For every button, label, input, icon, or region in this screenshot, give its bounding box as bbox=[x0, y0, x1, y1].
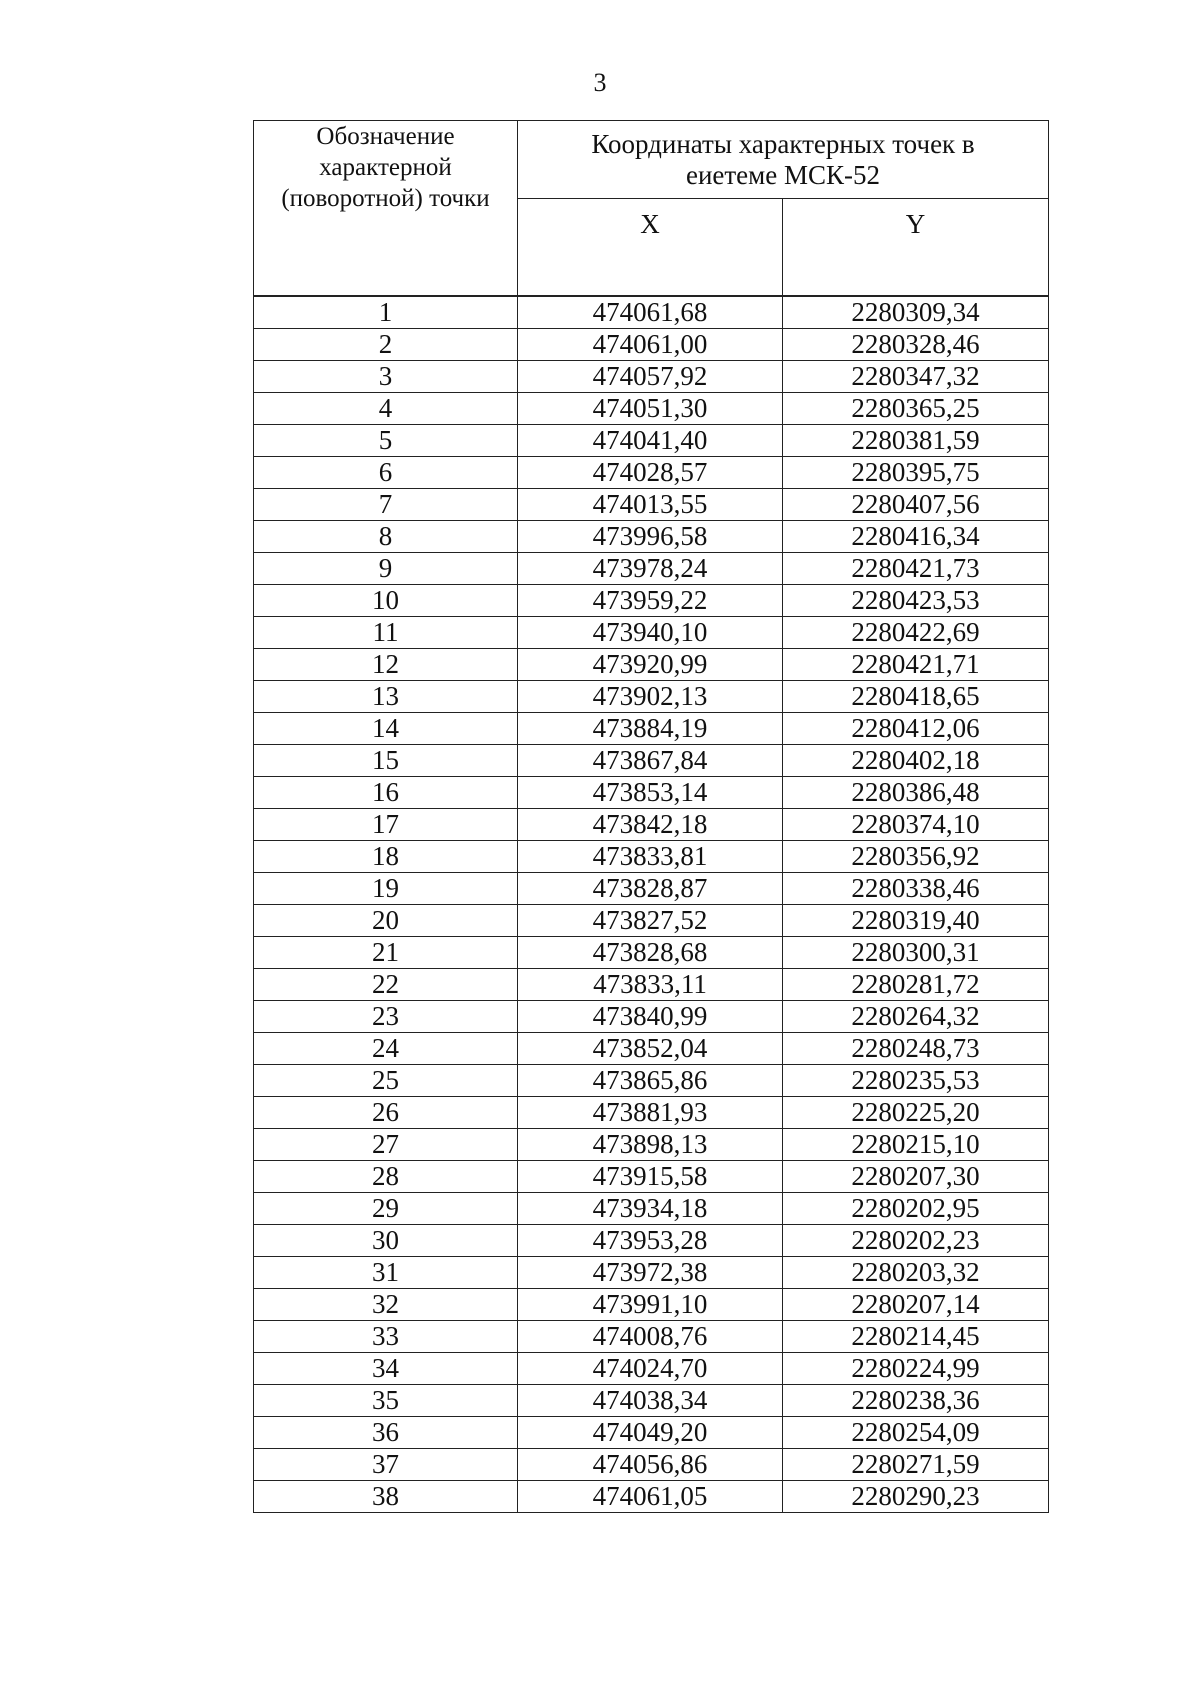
point-column-header bbox=[254, 121, 518, 297]
table-row bbox=[254, 1001, 1049, 1033]
point-number-cell: 27 bbox=[254, 1129, 518, 1161]
x-coordinate-cell: 474038,34 bbox=[518, 1385, 783, 1417]
page-number: 3 bbox=[593, 68, 607, 97]
table-row bbox=[254, 1481, 1049, 1513]
x-coordinate-cell: 474013,55 bbox=[518, 489, 783, 521]
point-number-cell: 32 bbox=[254, 1289, 518, 1321]
point-number-cell: 14 bbox=[254, 713, 518, 745]
y-coordinate-cell: 2280235,53 bbox=[783, 1065, 1049, 1097]
y-coordinate-cell: 2280416,34 bbox=[783, 521, 1049, 553]
point-number-cell: 18 bbox=[254, 841, 518, 873]
table-row bbox=[254, 1193, 1049, 1225]
point-number-cell: 6 bbox=[254, 457, 518, 489]
table-row bbox=[254, 1385, 1049, 1417]
point-number-cell: 9 bbox=[254, 553, 518, 585]
table-row bbox=[254, 329, 1049, 361]
x-coordinate-cell: 473867,84 bbox=[518, 745, 783, 777]
y-coordinate-cell: 2280319,40 bbox=[783, 905, 1049, 937]
x-coordinate-cell: 474008,76 bbox=[518, 1321, 783, 1353]
y-coordinate-cell: 2280421,71 bbox=[783, 649, 1049, 681]
point-number-cell: 30 bbox=[254, 1225, 518, 1257]
y-coordinate-cell: 2280215,10 bbox=[783, 1129, 1049, 1161]
y-column-header: Y bbox=[783, 199, 1049, 297]
x-coordinate-cell: 473852,04 bbox=[518, 1033, 783, 1065]
point-number-cell: 31 bbox=[254, 1257, 518, 1289]
point-number-cell: 12 bbox=[254, 649, 518, 681]
table-row bbox=[254, 1321, 1049, 1353]
x-coordinate-cell: 474056,86 bbox=[518, 1449, 783, 1481]
point-number-cell: 21 bbox=[254, 937, 518, 969]
table-row bbox=[254, 873, 1049, 905]
y-coordinate-cell: 2280202,95 bbox=[783, 1193, 1049, 1225]
table-row bbox=[254, 649, 1049, 681]
y-coordinate-cell: 2280374,10 bbox=[783, 809, 1049, 841]
x-coordinate-cell: 473940,10 bbox=[518, 617, 783, 649]
x-coordinate-cell: 473840,99 bbox=[518, 1001, 783, 1033]
x-coordinate-cell: 473915,58 bbox=[518, 1161, 783, 1193]
y-coordinate-cell: 2280214,45 bbox=[783, 1321, 1049, 1353]
table-row bbox=[254, 1353, 1049, 1385]
x-coordinate-cell: 473833,11 bbox=[518, 969, 783, 1001]
coords-header-line: еиетеме МСК-52 bbox=[685, 159, 881, 190]
y-coordinate-cell: 2280386,48 bbox=[783, 777, 1049, 809]
y-coordinate-cell: 2280356,92 bbox=[783, 841, 1049, 873]
x-coordinate-cell: 474061,68 bbox=[518, 296, 783, 329]
table-row bbox=[254, 745, 1049, 777]
point-number-cell: 5 bbox=[254, 425, 518, 457]
point-number-cell: 10 bbox=[254, 585, 518, 617]
x-coordinate-cell: 473978,24 bbox=[518, 553, 783, 585]
table-row bbox=[254, 905, 1049, 937]
point-number-cell: 36 bbox=[254, 1417, 518, 1449]
y-coordinate-cell: 2280300,31 bbox=[783, 937, 1049, 969]
x-coordinate-cell: 473827,52 bbox=[518, 905, 783, 937]
y-coordinate-cell: 2280328,46 bbox=[783, 329, 1049, 361]
point-number-cell: 15 bbox=[254, 745, 518, 777]
table-row bbox=[254, 617, 1049, 649]
x-coordinate-cell: 474049,20 bbox=[518, 1417, 783, 1449]
table-row bbox=[254, 1257, 1049, 1289]
table-body bbox=[254, 296, 1049, 1513]
coords-header-line: Координаты характерных точек в bbox=[591, 128, 975, 159]
point-number-cell: 1 bbox=[254, 296, 518, 329]
point-header-line: (поворотной) точки bbox=[281, 185, 490, 212]
y-coordinate-cell: 2280202,23 bbox=[783, 1225, 1049, 1257]
x-coordinate-cell: 474057,92 bbox=[518, 361, 783, 393]
table-row bbox=[254, 489, 1049, 521]
x-column-header: X bbox=[518, 199, 783, 297]
point-number-cell: 29 bbox=[254, 1193, 518, 1225]
table-row bbox=[254, 457, 1049, 489]
table-row bbox=[254, 361, 1049, 393]
y-coordinate-cell: 2280422,69 bbox=[783, 617, 1049, 649]
y-coordinate-cell: 2280381,59 bbox=[783, 425, 1049, 457]
table-row bbox=[254, 425, 1049, 457]
x-coordinate-cell: 473972,38 bbox=[518, 1257, 783, 1289]
x-coordinate-cell: 474061,05 bbox=[518, 1481, 783, 1513]
table-row bbox=[254, 1033, 1049, 1065]
y-coordinate-cell: 2280207,14 bbox=[783, 1289, 1049, 1321]
x-coordinate-cell: 473881,93 bbox=[518, 1097, 783, 1129]
table-row bbox=[254, 969, 1049, 1001]
point-number-cell: 8 bbox=[254, 521, 518, 553]
point-number-cell: 16 bbox=[254, 777, 518, 809]
x-coordinate-cell: 473996,58 bbox=[518, 521, 783, 553]
table-row bbox=[254, 1065, 1049, 1097]
point-number-cell: 11 bbox=[254, 617, 518, 649]
table-row bbox=[254, 681, 1049, 713]
table-row bbox=[254, 585, 1049, 617]
point-number-cell: 26 bbox=[254, 1097, 518, 1129]
x-coordinate-cell: 474061,00 bbox=[518, 329, 783, 361]
x-coordinate-cell: 474051,30 bbox=[518, 393, 783, 425]
point-number-cell: 2 bbox=[254, 329, 518, 361]
table-row bbox=[254, 841, 1049, 873]
table-row bbox=[254, 777, 1049, 809]
x-coordinate-cell: 474028,57 bbox=[518, 457, 783, 489]
point-number-cell: 3 bbox=[254, 361, 518, 393]
table-row bbox=[254, 1449, 1049, 1481]
table-row bbox=[254, 1097, 1049, 1129]
x-coordinate-cell: 473934,18 bbox=[518, 1193, 783, 1225]
table-row bbox=[254, 809, 1049, 841]
table-row bbox=[254, 937, 1049, 969]
table-row bbox=[254, 1129, 1049, 1161]
y-coordinate-cell: 2280281,72 bbox=[783, 969, 1049, 1001]
table-row bbox=[254, 1161, 1049, 1193]
x-coordinate-cell: 473959,22 bbox=[518, 585, 783, 617]
point-number-cell: 23 bbox=[254, 1001, 518, 1033]
y-coordinate-cell: 2280207,30 bbox=[783, 1161, 1049, 1193]
table-row bbox=[254, 393, 1049, 425]
point-number-cell: 19 bbox=[254, 873, 518, 905]
point-header-line: Обозначение bbox=[316, 123, 455, 150]
coordinates-table bbox=[253, 120, 1049, 1513]
point-number-cell: 25 bbox=[254, 1065, 518, 1097]
x-coordinate-cell: 473902,13 bbox=[518, 681, 783, 713]
y-coordinate-cell: 2280203,32 bbox=[783, 1257, 1049, 1289]
x-coordinate-cell: 473920,99 bbox=[518, 649, 783, 681]
y-coordinate-cell: 2280248,73 bbox=[783, 1033, 1049, 1065]
y-coordinate-cell: 2280402,18 bbox=[783, 745, 1049, 777]
point-number-cell: 38 bbox=[254, 1481, 518, 1513]
point-number-cell: 13 bbox=[254, 681, 518, 713]
y-coordinate-cell: 2280238,36 bbox=[783, 1385, 1049, 1417]
y-coordinate-cell: 2280395,75 bbox=[783, 457, 1049, 489]
x-coordinate-cell: 473865,86 bbox=[518, 1065, 783, 1097]
x-coordinate-cell: 474041,40 bbox=[518, 425, 783, 457]
point-number-cell: 34 bbox=[254, 1353, 518, 1385]
x-coordinate-cell: 473991,10 bbox=[518, 1289, 783, 1321]
point-number-cell: 22 bbox=[254, 969, 518, 1001]
y-coordinate-cell: 2280421,73 bbox=[783, 553, 1049, 585]
x-coordinate-cell: 473853,14 bbox=[518, 777, 783, 809]
x-coordinate-cell: 473833,81 bbox=[518, 841, 783, 873]
point-number-cell: 7 bbox=[254, 489, 518, 521]
y-coordinate-cell: 2280338,46 bbox=[783, 873, 1049, 905]
x-coordinate-cell: 473828,87 bbox=[518, 873, 783, 905]
y-coordinate-cell: 2280224,99 bbox=[783, 1353, 1049, 1385]
x-coordinate-cell: 473828,68 bbox=[518, 937, 783, 969]
coordinates-group-header bbox=[518, 121, 1049, 199]
point-number-cell: 24 bbox=[254, 1033, 518, 1065]
table-row bbox=[254, 1417, 1049, 1449]
x-coordinate-cell: 473898,13 bbox=[518, 1129, 783, 1161]
x-coordinate-cell: 474024,70 bbox=[518, 1353, 783, 1385]
point-header-line: характерной bbox=[319, 154, 452, 181]
point-number-cell: 37 bbox=[254, 1449, 518, 1481]
y-coordinate-cell: 2280365,25 bbox=[783, 393, 1049, 425]
y-coordinate-cell: 2280418,65 bbox=[783, 681, 1049, 713]
point-number-cell: 35 bbox=[254, 1385, 518, 1417]
table-row bbox=[254, 1225, 1049, 1257]
x-coordinate-cell: 473884,19 bbox=[518, 713, 783, 745]
y-coordinate-cell: 2280412,06 bbox=[783, 713, 1049, 745]
table-row bbox=[254, 1289, 1049, 1321]
y-coordinate-cell: 2280309,34 bbox=[783, 296, 1049, 329]
y-coordinate-cell: 2280271,59 bbox=[783, 1449, 1049, 1481]
y-coordinate-cell: 2280225,20 bbox=[783, 1097, 1049, 1129]
point-number-cell: 20 bbox=[254, 905, 518, 937]
y-coordinate-cell: 2280264,32 bbox=[783, 1001, 1049, 1033]
point-number-cell: 28 bbox=[254, 1161, 518, 1193]
x-coordinate-cell: 473953,28 bbox=[518, 1225, 783, 1257]
y-coordinate-cell: 2280407,56 bbox=[783, 489, 1049, 521]
y-coordinate-cell: 2280347,32 bbox=[783, 361, 1049, 393]
y-coordinate-cell: 2280254,09 bbox=[783, 1417, 1049, 1449]
table-row bbox=[254, 296, 1049, 329]
point-number-cell: 17 bbox=[254, 809, 518, 841]
x-coordinate-cell: 473842,18 bbox=[518, 809, 783, 841]
table-row bbox=[254, 521, 1049, 553]
table-row bbox=[254, 713, 1049, 745]
point-number-cell: 33 bbox=[254, 1321, 518, 1353]
y-coordinate-cell: 2280423,53 bbox=[783, 585, 1049, 617]
y-coordinate-cell: 2280290,23 bbox=[783, 1481, 1049, 1513]
point-number-cell: 4 bbox=[254, 393, 518, 425]
table-row bbox=[254, 553, 1049, 585]
